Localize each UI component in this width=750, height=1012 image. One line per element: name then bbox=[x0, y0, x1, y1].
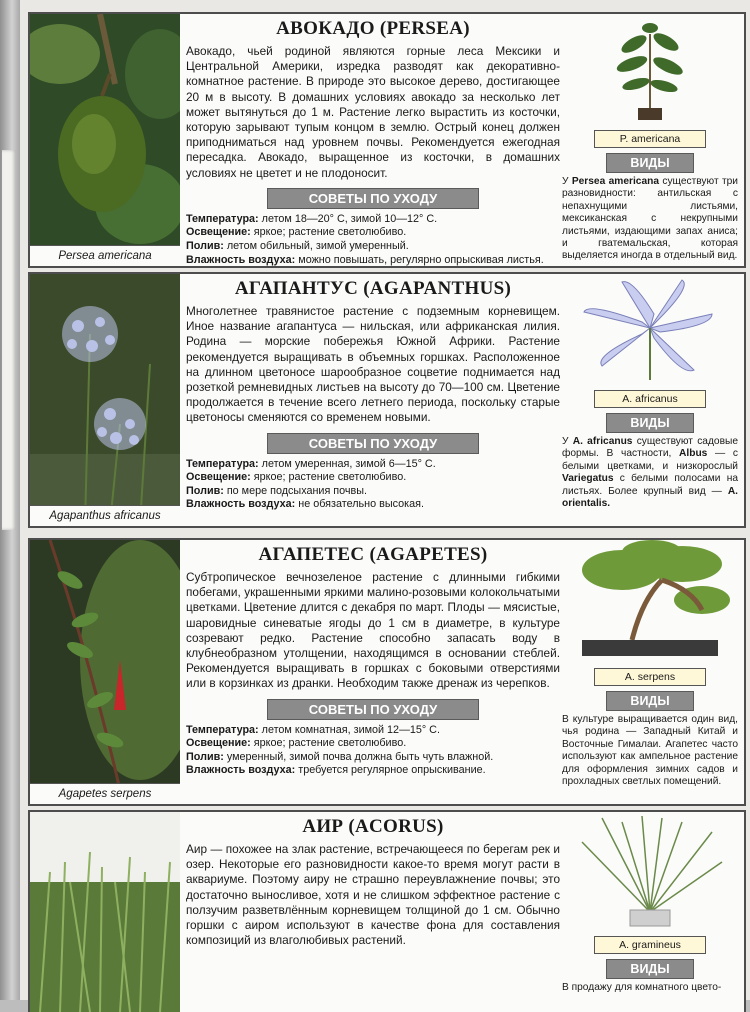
agapanthus-photo bbox=[30, 274, 180, 526]
care-temperature: Температура: летом комнатная, зимой 12—15° С. bbox=[186, 723, 440, 736]
species-label: A. africanus bbox=[594, 390, 706, 408]
photo-caption: Agapanthus africanus bbox=[30, 505, 180, 526]
entry-title: АИР (ACORUS) bbox=[302, 816, 444, 837]
entry-title: АГАПАНТУС (AGAPANTHUS) bbox=[234, 278, 512, 299]
agapanthus-flowers-image bbox=[30, 274, 180, 526]
species-panel bbox=[562, 14, 738, 263]
entry-description: Авокадо, чьей родиной являются горные леса Мексики и Центральной Америки, изредка разводят как декоративно-комнатное растение. В природе это высокое дерево, достигающее 20 м в высоту. В домашних условиях авокадо за несколько лет может вытянуться до 1 м. Растение легко вырастить из косточки, которую зарывают тупым концом в землю. Острый конец должен приподниматься над уровнем почвы. Рекомендуется ежегодная пересадка. Авокадо, выращенное из косточки, в домашних условиях не цветет и не плодоносит. bbox=[186, 44, 560, 180]
care-temperature: Температура: летом умеренная, зимой 6—15° С. bbox=[186, 457, 436, 470]
acorus-pot-illustration bbox=[562, 812, 738, 928]
entry-text bbox=[186, 274, 560, 512]
species-label: A. gramineus bbox=[594, 936, 706, 954]
entry-text bbox=[186, 812, 560, 948]
care-light: Освещение: яркое; растение светолюбиво. bbox=[186, 471, 407, 484]
entry-acorus bbox=[28, 810, 746, 1012]
entry-title: АГАПЕТЕС (AGAPETES) bbox=[258, 544, 488, 565]
varieties-text: В культуре выращивается один вид, чья родина — Западный Китай и Восточные Гималаи. Агапетес часто используют как ампельное растение для оформления зимних садов и прохладных светлых помещений. bbox=[562, 714, 738, 788]
agapetes-bonsai-illustration bbox=[562, 540, 738, 660]
book-spine bbox=[0, 0, 20, 1000]
entry-title: АВОКАДО (PERSEA) bbox=[276, 18, 470, 39]
photo-caption: Persea americana bbox=[30, 245, 180, 266]
care-list bbox=[186, 458, 560, 512]
entry-avocado bbox=[28, 12, 746, 268]
care-tips-header: СОВЕТЫ ПО УХОДУ bbox=[267, 433, 479, 454]
care-humidity: Влажность воздуха: можно повышать, регулярно опрыскивая листья. bbox=[186, 253, 544, 266]
entry-text bbox=[186, 540, 560, 778]
avocado-fruit-image bbox=[30, 14, 180, 266]
varieties-text: У A. africanus существуют садовые формы. В частности, Albus — с белыми цветками, и низкорослый Variegatus с белыми полосами на листьях. Более крупный вид — A. orientalis. bbox=[562, 436, 738, 510]
care-humidity: Влажность воздуха: не обязательно высокая. bbox=[186, 498, 424, 511]
species-panel bbox=[562, 812, 738, 994]
species-panel bbox=[562, 540, 738, 788]
entry-text bbox=[186, 14, 560, 267]
care-tips-header: СОВЕТЫ ПО УХОДУ bbox=[267, 699, 479, 720]
care-watering: Полив: умеренный, зимой почва должна быть чуть влажной. bbox=[186, 750, 494, 763]
varieties-header: ВИДЫ bbox=[606, 413, 694, 433]
acorus-grass-image bbox=[30, 812, 180, 1012]
previous-page-edge bbox=[2, 150, 16, 530]
entry-agapetes bbox=[28, 538, 746, 806]
book-page bbox=[20, 0, 750, 1000]
care-light: Освещение: яркое; растение светолюбиво. bbox=[186, 737, 407, 750]
care-temperature: Температура: летом 18—20° С, зимой 10—12° С. bbox=[186, 212, 438, 225]
avocado-photo bbox=[30, 14, 180, 266]
care-light: Освещение: яркое; растение светолюбиво. bbox=[186, 226, 407, 239]
agapetes-photo bbox=[30, 540, 180, 804]
care-watering: Полив: летом обильный, зимой умеренный. bbox=[186, 240, 409, 253]
care-list bbox=[186, 213, 560, 267]
entry-agapanthus bbox=[28, 272, 746, 528]
entry-description: Аир — похожее на злак растение, встречающееся по берегам рек и озер. Некоторые его разновидности какое-то время могут расти в аквариуме. Поэтому аиру не страшно переувлажнение почвы; это достаточно выносливое, хотя и не слишком эффектное растение с ползучим разветвлённым корневищем толщиной до 1 см. Обычно горшки с аиром используют в качестве фона для составления композиций из влаголюбивых растений. bbox=[186, 842, 560, 948]
agapanthus-flower-illustration bbox=[562, 274, 738, 382]
species-panel bbox=[562, 274, 738, 510]
photo-caption: Agapetes serpens bbox=[30, 783, 180, 804]
care-tips-header: СОВЕТЫ ПО УХОДУ bbox=[267, 188, 479, 209]
species-label: A. serpens bbox=[594, 668, 706, 686]
agapetes-branch-image bbox=[30, 540, 180, 804]
entry-description: Субтропическое вечнозеленое растение с длинными гибкими побегами, украшенными яркими малино-розовыми колокольчатыми цветками. Цветение длится с декабря по март. Плоды — мясистые, шаровидные синеватые ягоды до 1 см в диаметре, в культуре созревают редко. Растение способно запасать воду в клубнеобразном утолщении, находящимся в основании стеблей. Рекомендуется выращивать в горшках с боковыми отверстиями или в корзинках из дранки. Необходим также дренаж из черепков. bbox=[186, 570, 560, 691]
care-watering: Полив: по мере подсыхания почвы. bbox=[186, 484, 368, 497]
care-humidity: Влажность воздуха: требуется регулярное опрыскивание. bbox=[186, 764, 486, 777]
varieties-header: ВИДЫ bbox=[606, 153, 694, 173]
varieties-text: В продажу для комнатного цвето- bbox=[562, 982, 722, 993]
varieties-text: У Persea americana существуют три разновидности: антильская с непахнущими листьями, мексиканская с некрупными листьями, издающими запах аниса; и гватемальская, которая выделяется иногда в отдельный вид. bbox=[562, 176, 738, 262]
acorus-photo bbox=[30, 812, 180, 1012]
care-list bbox=[186, 724, 560, 778]
varieties-header: ВИДЫ bbox=[606, 959, 694, 979]
entry-description: Многолетнее травянистое растение с подземным корневищем. Иное название агапантуса — нильская, или африканская лилия. Родина — морские побережья Южной Африки. Растение рекомендуется выращивать в объемных горшках. Расположенное на длинном цветоносе шарообразное соцветие поднимается над розеткой ремневидных листьев на высоту до 70—100 см. Цветение продолжается в течение всего летнего периода, поскольку старые цветоносы сменяются со временем новыми. bbox=[186, 304, 560, 425]
species-label: P. americana bbox=[594, 130, 706, 148]
varieties-header: ВИДЫ bbox=[606, 691, 694, 711]
avocado-plant-illustration bbox=[562, 14, 738, 122]
